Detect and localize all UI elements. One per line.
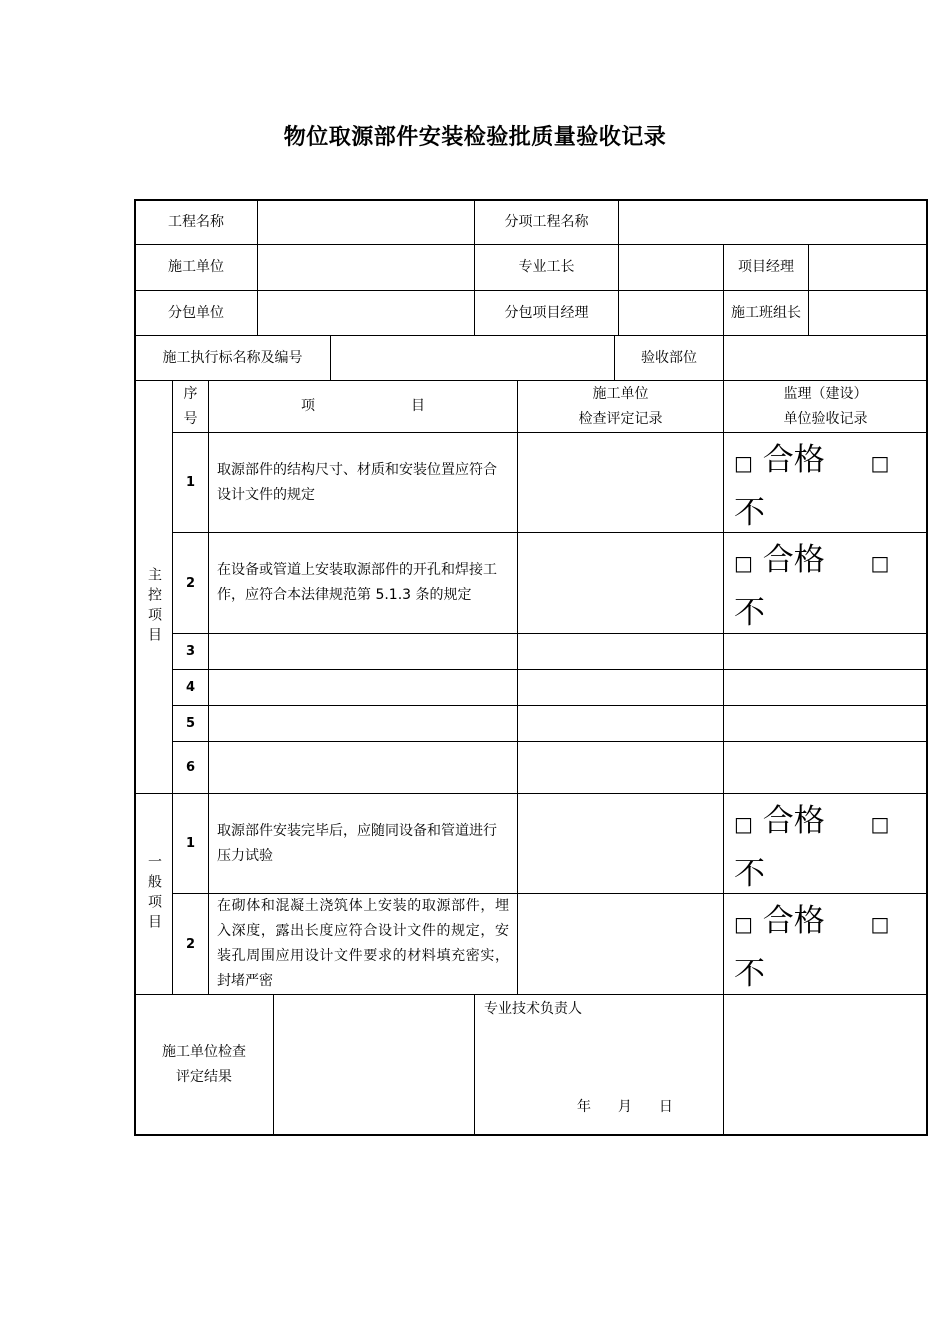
day-label: 日 <box>658 1099 673 1115</box>
supervisor-result[interactable] <box>723 994 928 1136</box>
main-row-1-no: 1 <box>172 432 209 533</box>
acceptance-part-value[interactable] <box>723 335 928 381</box>
foreman-label: 专业工长 <box>474 244 619 291</box>
main-row-3-check[interactable] <box>517 633 724 670</box>
project-name-label: 工程名称 <box>134 199 258 245</box>
project-manager-label: 项目经理 <box>723 244 809 291</box>
pass-label: 合格 <box>762 803 825 839</box>
fail-label-1: 不 <box>734 956 765 992</box>
date-line <box>577 1095 673 1119</box>
check-header <box>517 380 724 433</box>
main-row-2-text: 在设备或管道上安装取源部件的开孔和焊接工作，应符合本法律规范第 5.1.3 条的规定 <box>208 532 518 634</box>
tech-lead-cell[interactable] <box>474 994 724 1136</box>
item-header-2: 目 <box>411 398 425 414</box>
main-row-4-text <box>208 669 518 706</box>
construction-unit-value[interactable] <box>257 244 475 291</box>
fail-checkbox[interactable]: □ <box>870 912 890 936</box>
pass-label: 合格 <box>762 542 825 578</box>
main-row-6-check[interactable] <box>517 741 724 794</box>
seq-header-1: 序 <box>183 385 198 402</box>
main-row-1-text: 取源部件的结构尺寸、材质和安装位置应符合设计文件的规定 <box>208 432 518 533</box>
general-row-1-result[interactable] <box>723 793 928 894</box>
sub-project-value[interactable] <box>618 199 928 245</box>
subcontract-unit-label: 分包单位 <box>134 290 258 336</box>
main-items-label: 主控项目 <box>146 567 162 647</box>
pass-checkbox[interactable]: □ <box>734 451 753 475</box>
subcontract-manager-value[interactable] <box>618 290 724 336</box>
fail-label-1: 不 <box>734 856 765 892</box>
main-row-5-no: 5 <box>172 705 209 742</box>
main-row-6-text <box>208 741 518 794</box>
main-row-3-result[interactable] <box>723 633 928 670</box>
general-row-2-result[interactable] <box>723 893 928 995</box>
pass-label: 合格 <box>762 442 825 478</box>
pass-checkbox[interactable]: □ <box>734 912 753 936</box>
general-row-2-text: 在砌体和混凝土浇筑体上安装的取源部件，埋入深度，露出长度应符合设计文件的规定，安装孔周围应用设计文件要求的材料填充密实，封堵严密 <box>208 893 518 995</box>
team-leader-label: 施工班组长 <box>723 290 809 336</box>
main-row-6-result[interactable] <box>723 741 928 794</box>
standard-label: 施工执行标名称及编号 <box>134 335 331 381</box>
main-row-3-no: 3 <box>172 633 209 670</box>
project-name-value[interactable] <box>257 199 475 245</box>
fail-label-1: 不 <box>734 595 765 631</box>
check-header-1: 施工单位 <box>592 385 649 402</box>
seq-header <box>172 380 209 433</box>
result-label <box>134 994 274 1136</box>
main-row-2-no: 2 <box>172 532 209 634</box>
standard-value[interactable] <box>330 335 615 381</box>
main-row-5-result[interactable] <box>723 705 928 742</box>
result-label-2: 评定结果 <box>176 1069 232 1085</box>
fail-checkbox[interactable]: □ <box>870 812 890 836</box>
supervise-header-1: 监理（建设） <box>783 385 868 402</box>
fail-checkbox[interactable]: □ <box>870 451 890 475</box>
year-label: 年 <box>577 1099 591 1115</box>
item-header <box>208 380 518 433</box>
subcontract-manager-label: 分包项目经理 <box>474 290 619 336</box>
general-row-1-no: 1 <box>172 793 209 894</box>
main-row-4-check[interactable] <box>517 669 724 706</box>
main-row-2-result[interactable] <box>723 532 928 634</box>
main-row-5-check[interactable] <box>517 705 724 742</box>
pass-label: 合格 <box>762 903 825 939</box>
general-row-2-check[interactable] <box>517 893 724 995</box>
seq-header-2: 号 <box>183 410 198 427</box>
foreman-value[interactable] <box>618 244 724 291</box>
main-row-5-text <box>208 705 518 742</box>
main-row-2-check[interactable] <box>517 532 724 634</box>
team-leader-value[interactable] <box>808 290 928 336</box>
acceptance-part-label: 验收部位 <box>614 335 724 381</box>
pass-checkbox[interactable]: □ <box>734 812 753 836</box>
general-row-1-text: 取源部件安装完毕后，应随同设备和管道进行压力试验 <box>208 793 518 894</box>
month-label: 月 <box>617 1099 632 1115</box>
general-items-label: 一般项目 <box>146 854 162 934</box>
main-row-4-result[interactable] <box>723 669 928 706</box>
page-title: 物位取源部件安装检验批质量验收记录 <box>283 125 667 150</box>
item-header-1: 项 <box>301 398 315 414</box>
general-row-2-no: 2 <box>172 893 209 995</box>
main-row-4-no: 4 <box>172 669 209 706</box>
main-row-1-check[interactable] <box>517 432 724 533</box>
main-row-6-no: 6 <box>172 741 209 794</box>
general-row-1-check[interactable] <box>517 793 724 894</box>
fail-checkbox[interactable]: □ <box>870 551 890 575</box>
result-label-1: 施工单位检查 <box>162 1044 246 1060</box>
result-value[interactable] <box>273 994 475 1136</box>
construction-unit-label: 施工单位 <box>134 244 258 291</box>
supervise-header <box>723 380 928 433</box>
check-header-2: 检查评定记录 <box>578 410 663 427</box>
main-row-1-result[interactable] <box>723 432 928 533</box>
subcontract-unit-value[interactable] <box>257 290 475 336</box>
main-row-3-text <box>208 633 518 670</box>
sub-project-label: 分项工程名称 <box>474 199 619 245</box>
project-manager-value[interactable] <box>808 244 928 291</box>
pass-checkbox[interactable]: □ <box>734 551 753 575</box>
tech-lead-label: 专业技术负责人 <box>484 1001 582 1017</box>
supervise-header-2: 单位验收记录 <box>783 410 868 427</box>
fail-label-1: 不 <box>734 495 765 531</box>
